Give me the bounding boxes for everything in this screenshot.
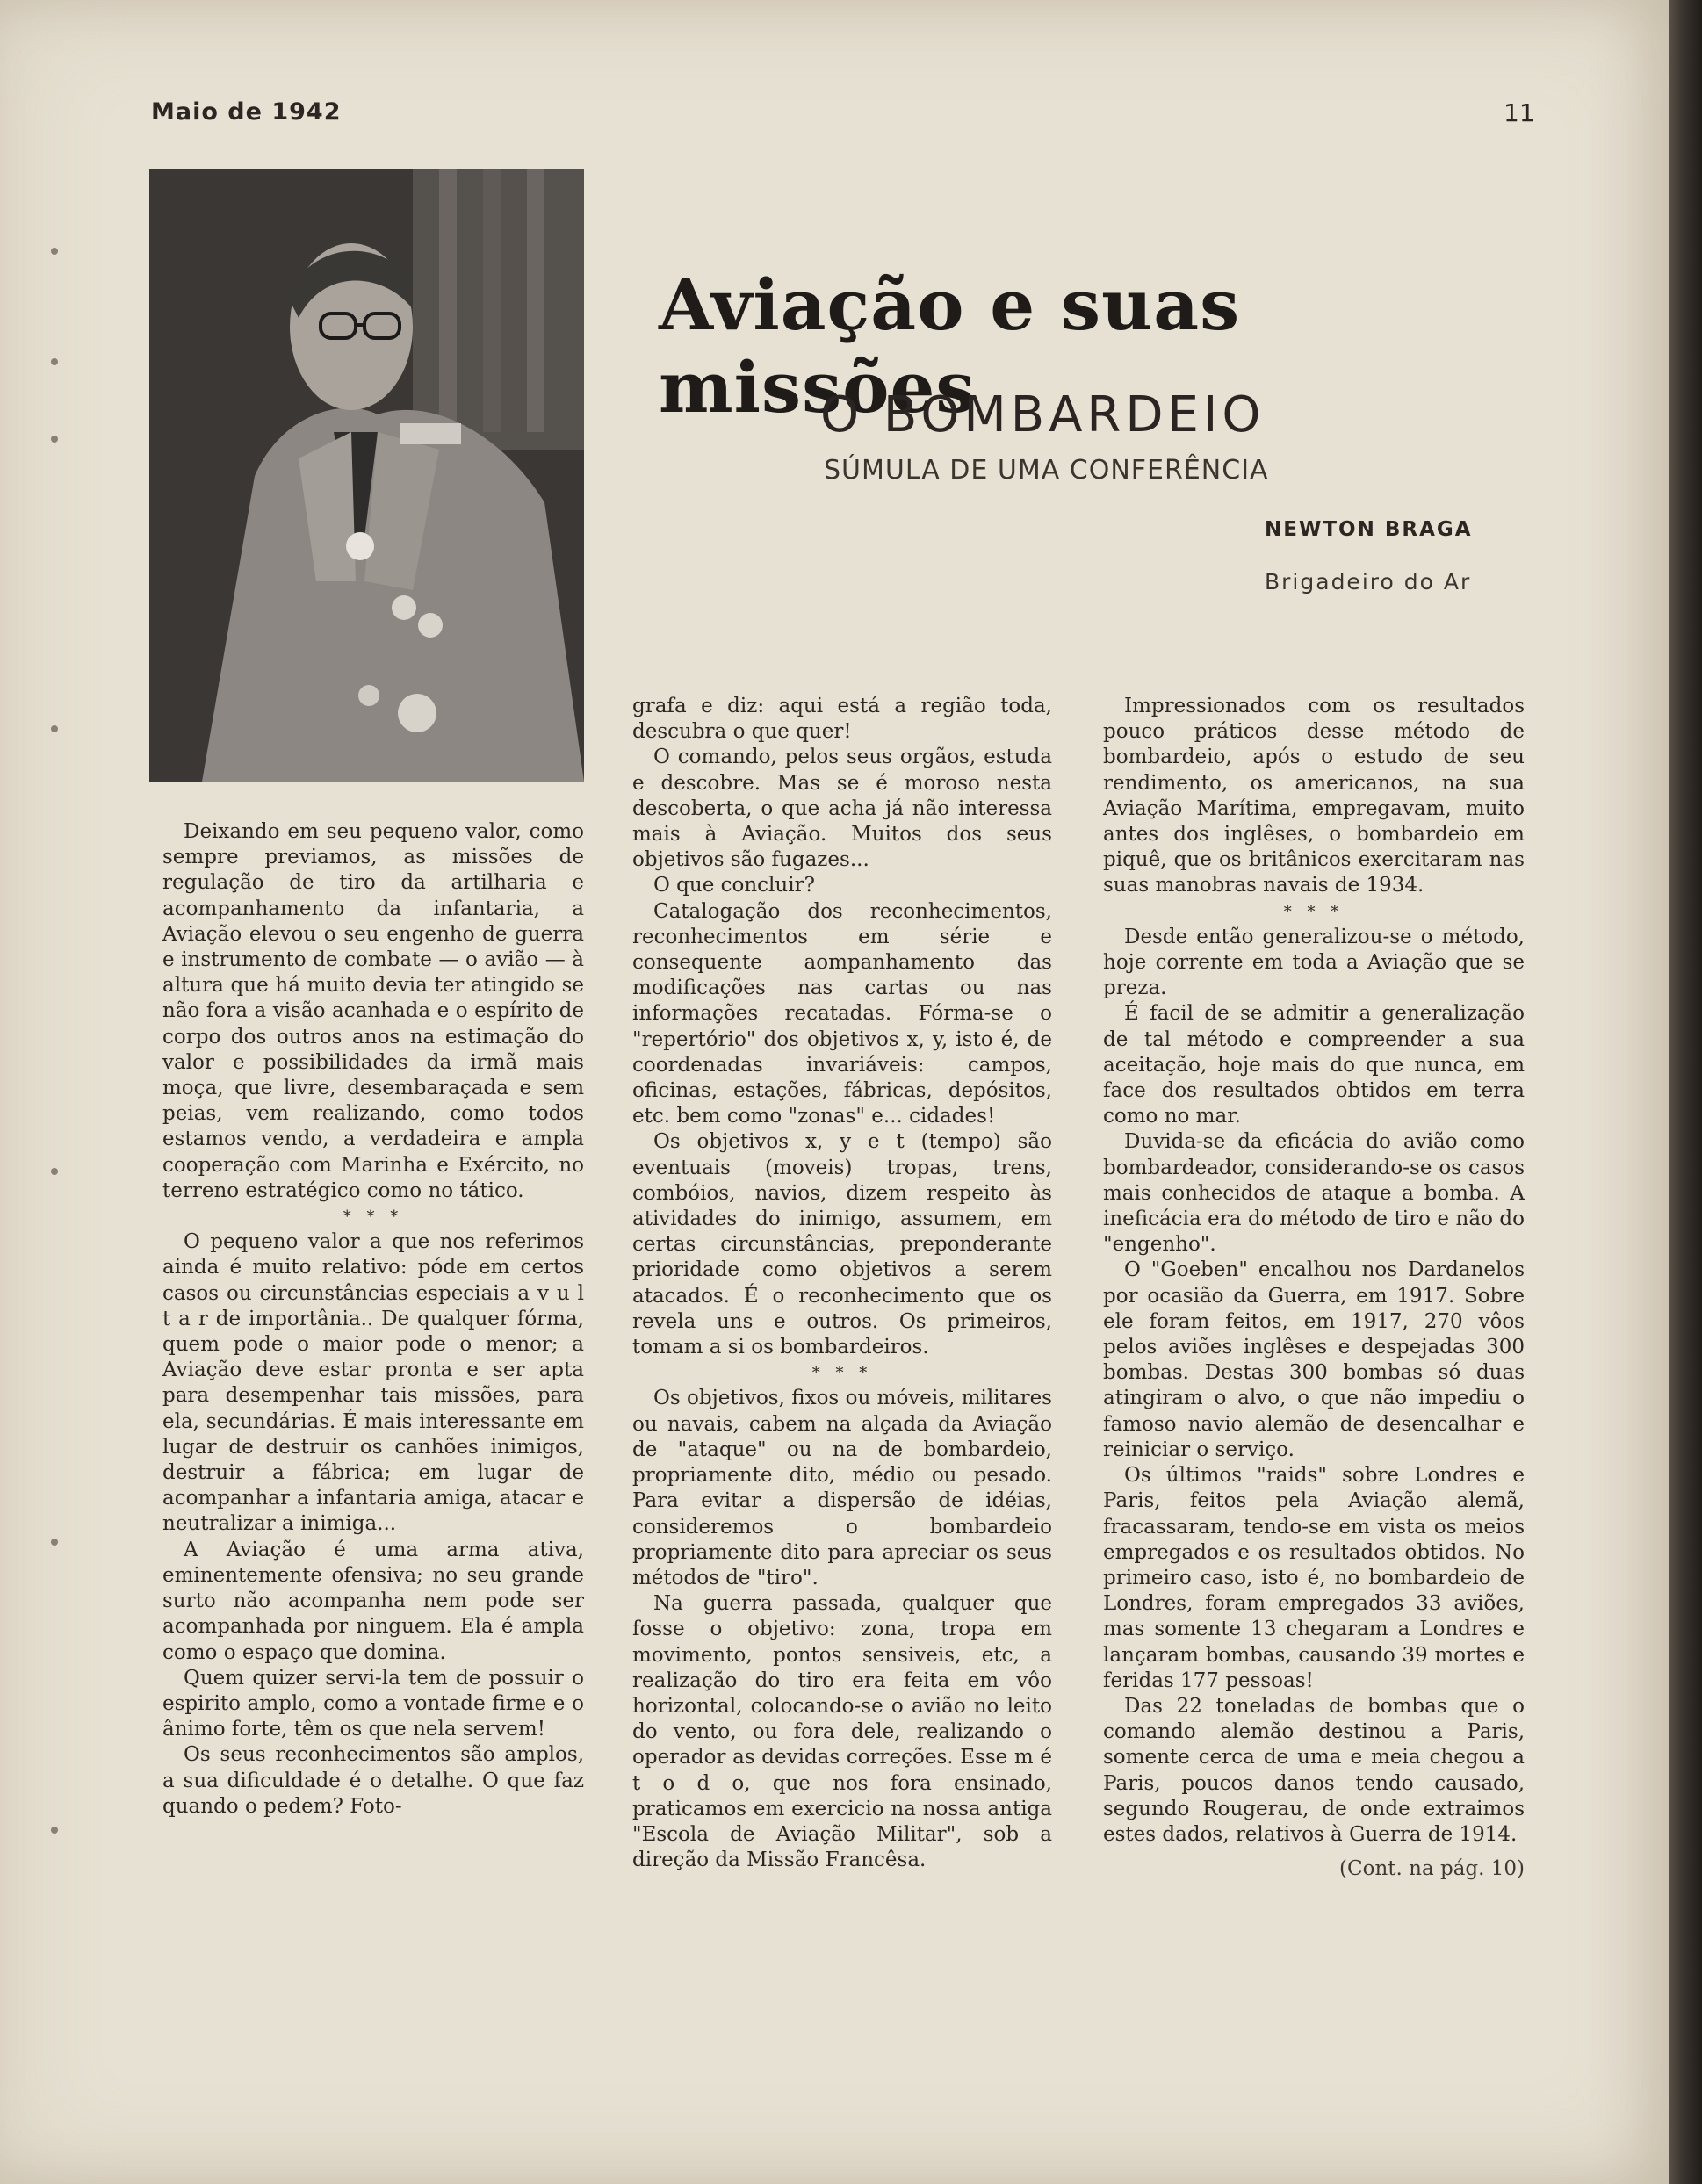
binding-hole bbox=[51, 1168, 58, 1175]
paragraph: O pequeno valor a que nos referimos ainda é muito relativo: póde em certos casos ou circunstâncias especiais a v u l t a r de importânia.. De qualquer fórma, quem pode o maior pode o menor; a Aviação deve estar pronta e ser apta para desempenhar tais missões, para ela, secundárias. É mais interessante em lugar de destruir os canhões inimigos, destruir a fábrica; em lugar de acompanhar a infantaria amiga, atacar e neutralizar a inimiga... bbox=[162, 1230, 584, 1536]
binding-hole bbox=[51, 358, 58, 365]
continuation-note: (Cont. na pág. 10) bbox=[1339, 1857, 1525, 1881]
paragraph: Os últimos "raids" sobre Londres e Paris, feitos pela Aviação alemã, fracassaram, tendo-se em vista os meios empregados e os resultados obtidos. No primeiro caso, isto é, no bombardeio de Londres, foram empregados 33 aviões, mas somente 13 chegaram a Londres e lançaram bombas, causando 39 mortes e feridas 177 pessoas! bbox=[1103, 1464, 1525, 1692]
paragraph: O "Goeben" encalhou nos Dardanelos por ocasião da Guerra, em 1917. Sobre ele foram feitos, em 1917, 270 vôos pelos aviões inglêses e despejadas 300 bombas. Destas 300 bombas só duas atingiram o alvo, o que não impediu o famoso navio alemão de desencalhar e reiniciar o serviço. bbox=[1103, 1258, 1525, 1461]
issue-date: Maio de 1942 bbox=[151, 98, 342, 126]
author-name: NEWTON BRAGA bbox=[1265, 518, 1473, 541]
section-separator: * * * bbox=[1283, 902, 1345, 921]
paragraph: Os objetivos x, y e t (tempo) são eventuais (moveis) tropas, trens, combóios, navios, dizem respeito às atividades do inimigo, assumem, em certas circunstâncias, preponderante prioridade como objetivos a serem atacados. É o reconhecimento que os revela uns e outros. Os primeiros, tomam a si os bombardeiros. bbox=[632, 1130, 1052, 1359]
paragraph: Na guerra passada, qualquer que fosse o objetivo: zona, tropa em movimento, pontos sensiveis, etc, a realização do tiro era feita em vôo horizontal, colocando-se o avião no leito do vento, ou fora dele, realizando o operador as devidas correções. Esse m é t o d o, que nos fora ensinado, praticamos em exercicio na nossa antiga "Escola de Aviação Militar", sob a direção da Missão Francêsa. bbox=[632, 1592, 1052, 1872]
author-rank: Brigadeiro do Ar bbox=[1265, 569, 1472, 595]
binding-hole bbox=[51, 1539, 58, 1546]
section-separator: * * * bbox=[343, 1207, 404, 1227]
portrait-illustration bbox=[149, 169, 584, 782]
paragraph: Duvida-se da eficácia do avião como bombardeador, considerando-se os casos mais conhecidos de ataque a bomba. A ineficácia era do método de tiro e não do "engenho". bbox=[1103, 1130, 1525, 1257]
paragraph: Das 22 toneladas de bombas que o comando alemão destinou a Paris, somente cerca de uma e meia chegou a Paris, poucos danos tendo causado, segundo Rougerau, de onde extraimos estes dados, relativos à Guerra de 1914. bbox=[1103, 1694, 1525, 1846]
article-subheading: SÚMULA DE UMA CONFERÊNCIA bbox=[824, 455, 1269, 486]
binding-hole bbox=[51, 248, 58, 255]
paragraph: Deixando em seu pequeno valor, como sempre previamos, as missões de regulação de tiro da artilharia e acompanhamento da infantaria, a Aviação elevou o seu engenho de guerra e instrumento de combate — o avião — à altura que há muito devia ter atingido se não fora a visão acanhada e o espírito de corpo dos outros anos na estimação do valor e possibilidades da irmã mais moça, que livre, desembaraçada e sem peias, vem realizando, como todos estamos vendo, a verdadeira e ampla cooperação com Marinha e Exército, no terreno estratégico como no tático. bbox=[162, 820, 584, 1202]
paragraph: A Aviação é uma arma ativa, eminentemente ofensiva; no seu grande surto não acompanha nem pode ser acompanhada por ninguem. Ela é ampla como o espaço que domina. bbox=[162, 1538, 584, 1664]
paragraph: grafa e diz: aqui está a região toda, descubra o que quer! bbox=[632, 695, 1052, 744]
article-subtitle: O BOMBARDEIO bbox=[820, 386, 1266, 443]
binding-hole bbox=[51, 1827, 58, 1834]
paragraph: Os objetivos, fixos ou móveis, militares ou navais, cabem na alçada da Aviação de "ataque" ou na de bombardeio, propriamente dito, médio ou pesado. Para evitar a dispersão de idéias, consideremos o bombardeio propriamente dito para apreciar os seus métodos de "tiro". bbox=[632, 1387, 1052, 1589]
paragraph: Desde então generalizou-se o método, hoje corrente em toda a Aviação que se preza. bbox=[1103, 925, 1525, 1000]
paragraph: Quem quizer servi-la tem de possuir o espirito amplo, como a vontade firme e o ânimo forte, têm os que nela servem! bbox=[162, 1666, 584, 1741]
binding-hole bbox=[51, 725, 58, 732]
paragraph: Impressionados com os resultados pouco práticos desse método de bombardeio, após o estudo de seu rendimento, os americanos, na sua Aviação Marítima, empregavam, muito antes dos inglêses, o bombardeio em piquê, que os britânicos exercitaram nas suas manobras navais de 1934. bbox=[1103, 695, 1525, 897]
text-column-2 bbox=[632, 694, 1052, 1873]
article-title: Aviação e suas missões bbox=[659, 263, 1241, 429]
paragraph: Os seus reconhecimentos são amplos, a sua dificuldade é o detalhe. O que faz quando o pedem? Foto- bbox=[162, 1743, 584, 1818]
paragraph: O que concluir? bbox=[653, 874, 815, 897]
paragraph: Catalogação dos reconhecimentos, reconhecimentos em série e consequente aompanhamento das modificações nas cartas ou nas informações recatadas. Fórma-se o "repertório" dos objetivos x, y, isto é, de coordenadas invariáveis: campos, oficinas, estações, fábricas, depósitos, etc. bem como "zonas" e... cidades! bbox=[632, 899, 1052, 1128]
page-number: 11 bbox=[1504, 98, 1535, 127]
binding-hole bbox=[51, 436, 58, 443]
paragraph: É facil de se admitir a generalização de tal método e compreender a sua aceitação, hoje mais do que nunca, em face dos resultados obtidos em terra como no mar. bbox=[1103, 1002, 1525, 1128]
paragraph: O comando, pelos seus orgãos, estuda e descobre. Mas se é moroso nesta descoberta, o que acha já não interessa mais à Aviação. Muitos dos seus objetivos são fugazes... bbox=[632, 746, 1052, 872]
section-separator: * * * bbox=[811, 1364, 873, 1383]
page-edge-shadow bbox=[1669, 0, 1702, 2184]
text-column-3 bbox=[1103, 694, 1525, 1882]
text-column-1 bbox=[162, 819, 584, 1820]
author-portrait-photo bbox=[149, 169, 584, 782]
